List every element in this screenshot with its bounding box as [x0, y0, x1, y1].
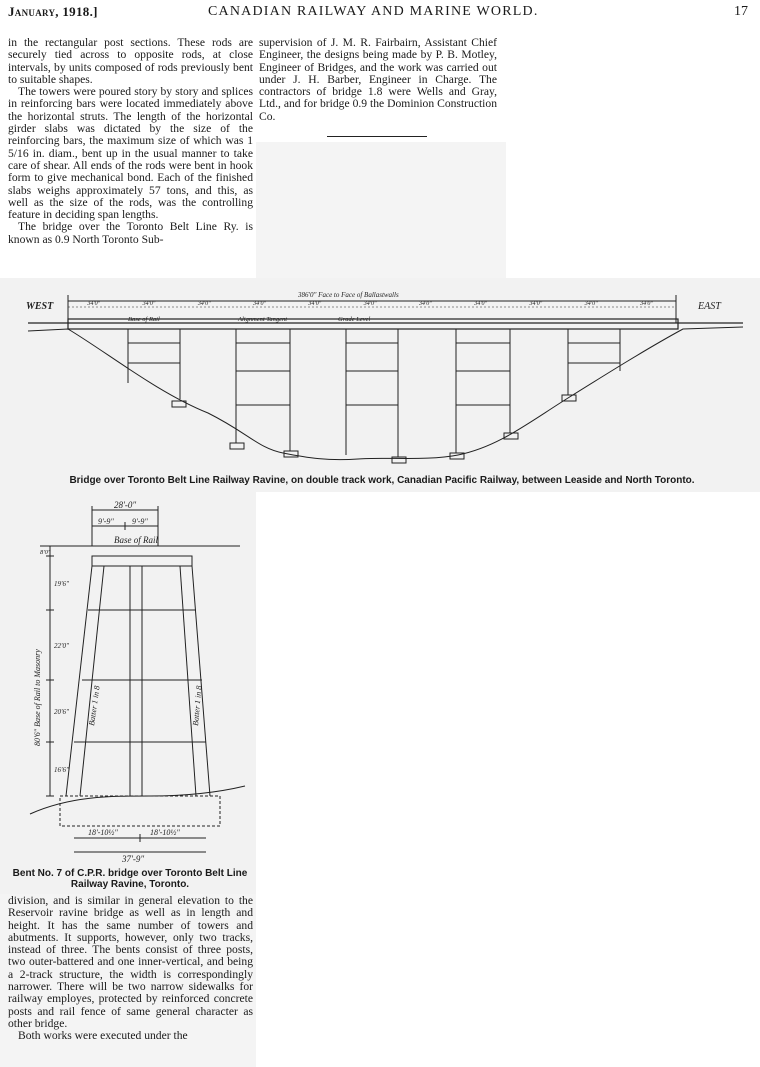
half-width-left-dimension: 9'-9"	[98, 517, 114, 526]
base-of-rail-label: Base of Rail	[114, 535, 158, 545]
tower-1	[128, 329, 186, 407]
total-height-dimension: 80'6" Base of Rail to Masonry	[33, 649, 42, 746]
bent-caption: Bent No. 7 of C.P.R. bridge over Toronto Belt Line Railway Ravine, Toronto.	[12, 868, 248, 890]
base-of-rail-label: Base of Rail	[128, 316, 160, 323]
paragraph: division, and is similar in general elevation to the Reservoir ravine bridge as well as in length and height. It has the same number of towers and abutments. It supports, however, only two tracks, instead of three. The bents consist of three posts, two outer-battered and one inner-vertical, and being a 2-track structure, the width is correspondingly narrower. There will be two narrow sidewalks for railway employes, protected by reinforced concrete posts and rail fence of same general character as other bridge.	[8, 894, 253, 1030]
span-dimension-label: 34'0"	[529, 301, 543, 307]
tower-3	[346, 329, 406, 463]
span-dimension-label: 34'0"	[474, 301, 488, 307]
issue-date: January, 1918.]	[8, 4, 98, 19]
segment-5-dimension: 16'6"	[54, 766, 69, 774]
tower-5	[562, 329, 620, 401]
bent-cross-section-drawing	[10, 496, 250, 866]
batter-right-label: Batter 1 in 8	[191, 685, 204, 727]
bridge-elevation-drawing	[8, 283, 756, 473]
page-header	[8, 4, 748, 24]
span-dimension-label: 34'0"	[640, 301, 653, 307]
east-label: EAST	[698, 301, 721, 312]
overall-dimension-label: 386'0" Face to Face of Ballastwalls	[298, 291, 399, 299]
segment-2-dimension: 19'6"	[54, 580, 69, 588]
span-dimension-label: 34'0"	[197, 301, 211, 307]
half-width-right-dimension: 9'-9"	[132, 517, 148, 526]
segment-4-dimension: 20'6"	[54, 708, 69, 716]
left-column-bottom	[8, 895, 253, 1043]
journal-title: CANADIAN RAILWAY AND MARINE WORLD.	[208, 4, 539, 19]
paragraph: The towers were poured story by story and splices in reinforcing bars were located immediately above the horizontal struts. The length of the horizontal girder slabs was dictated by the size of the reinforcing bars, the maximum size of which was 1 5/16 in. diam., bent up in the usual manner to take care of shear. All ends of the rods were bent in hook form to give mechanical bond. Each of the finished slabs weighs approximately 57 tons, and this, as well as the size of the rods, was the controlling feature in deciding span lengths.	[8, 85, 253, 222]
span-dimension-label: 34'0"	[363, 301, 377, 307]
paragraph: in the rectangular post sections. These rods are securely tied across to opposite rods, at close intervals, by units composed of rods previously bent to suitable shapes.	[8, 36, 253, 86]
tower-2	[230, 329, 298, 457]
span-dimension-label: 34'0"	[142, 301, 156, 307]
span-dimension-label: 34'0"	[418, 301, 432, 307]
tower-4	[450, 329, 518, 459]
elevation-caption: Bridge over Toronto Belt Line Railway Ravine, on double track work, Canadian Pacific Railway, between Leaside and North Toronto.	[69, 475, 695, 486]
span-dimension-label: 34'0"	[308, 301, 322, 307]
batter-left-label: Batter 1 in 8	[87, 685, 102, 727]
span-dimension-label: 34'0"	[87, 301, 101, 307]
page-number: 17	[734, 4, 748, 19]
segment-1-dimension: 8'0"	[40, 549, 51, 556]
foot-total-dimension: 37'-9"	[122, 854, 145, 864]
top-width-dimension: 28'-0"	[114, 500, 137, 510]
paragraph: supervision of J. M. R. Fairbairn, Assistant Chief Engineer, the designs being made by P. B. Motley, Engineer of Bridges, and the work was carried out under J. H. Barber, Engineer in Charge. The contractors of bridge 1.8 were Wells and Gray, Ltd., and for bridge 0.9 the Dominion Construction Co.	[259, 36, 497, 123]
section-divider	[327, 136, 427, 137]
paragraph: Both works were executed under the	[18, 1029, 188, 1043]
span-dimension-label: 34'0"	[253, 301, 266, 307]
west-label: WEST	[26, 301, 54, 312]
foot-right-dimension: 18'-10½"	[150, 828, 180, 837]
paragraph: The bridge over the Toronto Belt Line Ry. is known as 0.9 North Toronto Sub-	[8, 220, 253, 246]
segment-3-dimension: 22'0"	[54, 642, 69, 650]
grade-label: Grade Level	[338, 316, 371, 323]
span-dimension-label: 34'0"	[584, 301, 598, 307]
alignment-label: Alignment Tangent	[238, 316, 288, 323]
foot-left-dimension: 18'-10½"	[88, 828, 118, 837]
right-column-top	[259, 37, 497, 123]
left-column-top	[8, 37, 253, 246]
